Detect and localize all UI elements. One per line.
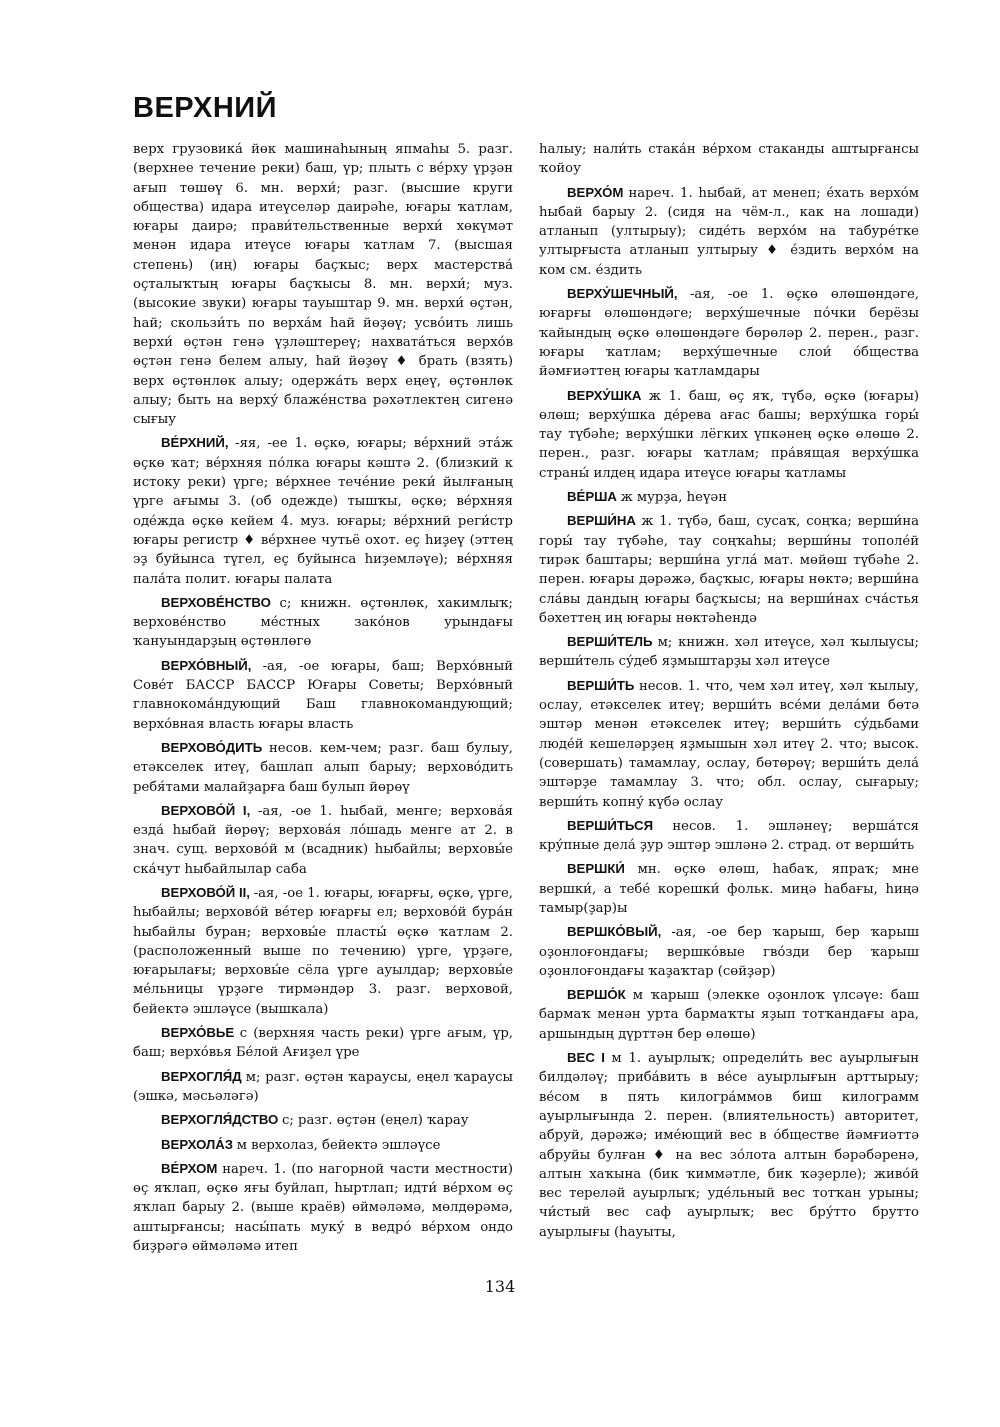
entry-continuation xyxy=(133,140,513,429)
right-column xyxy=(539,140,919,1246)
dictionary-entry xyxy=(133,1110,513,1130)
entry-headword: ВЕ́РША xyxy=(567,489,617,505)
entry-text: ж 1. баш, өҫ яҡ, түбә, өҫкө (юғары) өлөш; верху́шка де́рева ағас башы; верху́шка горы́ тау түбәһе; верху́шки лёгких үпкәнең өҫкө өлөшө 2. перен., разг. юғары ҡатлам; пра́вящая верху́шка страны́ илдең идара итеүсе юғары ҡатламы xyxy=(539,388,919,481)
dictionary-entry xyxy=(539,284,919,381)
entry-text: м 1. ауырлыҡ; определи́ть вес ауырлығын билдәләү; приба́вить в ве́се ауырлығын арттырыу; ве́сом в пять килогра́ммов биш килограмм ауырлығында 2. перен. (влиятельность) авторитет, абруй, дәрәжә; име́ющий вес в о́бществе йәмғиәттә абруйы булған ♦ на вес зо́лота алтын бәрәбәренә, алтын хаҡына (бик ҡиммәтле, бик ҡәҙерле); живо́й вес тереләй ауырлыҡ; уде́льный вес тотҡан урыны; чи́стый вес саф ауырлыҡ; вес бру́тто брутто ауырлығы (һауыты, xyxy=(539,1051,919,1240)
page-number: 134 xyxy=(484,1277,516,1296)
entry-headword: ВЕРХО́ВНЫЙ, xyxy=(161,657,252,673)
entry-continuation xyxy=(539,140,919,179)
dictionary-entry xyxy=(539,632,919,672)
entry-headword: ВЕРШКИ́ xyxy=(567,861,625,877)
entry-headword: ВЕРШИ́НА xyxy=(567,513,636,529)
dictionary-entry xyxy=(539,386,919,483)
entry-text: -ая, -ое бер ҡарыш, бер ҡарыш оҙонлоғондағы; вершко́вые гво́зди бер ҡарыш оҙонлоғондағы ҡаҙаҡтар (сөйҙәр) xyxy=(539,925,919,979)
entry-text: м; книжн. хәл итеүсе, хәл ҡылыусы; верши́тель су́деб яҙмыштарҙы хәл итеүсе xyxy=(539,635,919,670)
dictionary-entry xyxy=(133,1159,513,1256)
entry-text: ж мурҙа, һеүән xyxy=(620,490,728,506)
entry-headword: ВЕС I xyxy=(567,1050,605,1066)
running-head: ВЕРХНИЙ xyxy=(133,92,277,124)
entry-text: -ая, -ое 1. һыбай, менге; верхова́я езда́ һыбай йөрөү; верхова́я ло́шадь менге ат 2. в знач. сущ. верхово́й м (всадник) һыбайлы; верховы́е ска́чут һыбайлылар саба xyxy=(133,803,514,877)
entry-headword: ВЕРШИ́ТЕЛЬ xyxy=(567,634,653,650)
dictionary-entry xyxy=(539,985,919,1044)
entry-text: нареч. 1. һыбай, ат менеп; е́хать верхо́м һыбай барыу 2. (сидя на чём-л., как на лошади) атланып (ултырыу); сиде́ть верхо́м на табуре́тке ултырғыста атланып ултырыу ♦ е́здить верхо́м на ком см. е́здить xyxy=(539,185,919,278)
entry-text: несов. кем-чем; разг. баш булыу, етәкселек итеү, башлап алып барыу; верхово́дить ребя́тами малайҙарға баш булып йөрөү xyxy=(133,740,513,795)
dictionary-entry xyxy=(133,883,513,1019)
entry-headword: ВЕРХУ́ШКА xyxy=(567,387,642,403)
entry-text: м; разг. өҫтән ҡараусы, еңел ҡараусы (эшкә, мәсьәләгә) xyxy=(133,1069,513,1104)
entry-headword: ВЕРХУ́ШЕЧНЫЙ, xyxy=(567,286,678,302)
entry-text: с (верхняя часть реки) үрге ағым, үр, баш; верхо́вья Бе́лой Ағиҙел үре xyxy=(133,1026,513,1061)
entry-text: нареч. 1. (по нагорной части местности) өҫ яҡлап, өҫкө яғы буйлап, һыртлап; идти́ ве́рхом өҫ яҡлап барыу 2. (выше краёв) өймәләмә, мөлдөрәмә, аштырғансы; насы́пать муку́ в ведро́ ве́рхом ондо биҙрәгә өймәләмә итеп xyxy=(133,1161,514,1255)
entry-text: мн. өҫкө өлөш, һабаҡ, япраҡ; мне вершки́, а тебе́ корешки́ фольк. миңә һабағы, һиңә тамыр(ҙар)ы xyxy=(539,862,919,916)
entry-headword: ВЕ́РХНИЙ, xyxy=(161,435,229,451)
entry-headword: ВЕРХОВО́Й II, xyxy=(161,884,250,900)
entry-text: -ая, -ое 1. өҫкө өлөшөндәге, юғарғы өлөшөндәге; верху́шечные по́чки берёзы ҡайындың өҫкө өлөшөндәге бөрөләр 2. перен., разг. юғары ҡатлам; верху́шечные слои́ о́бщества йәмғиәттең юғары ҡатламдары xyxy=(539,287,919,380)
dictionary-entry xyxy=(539,183,919,280)
entry-headword: ВЕРХОЛА́З xyxy=(161,1136,234,1152)
entry-headword: ВЕРХО́ВЬЕ xyxy=(161,1025,235,1041)
entry-headword: ВЕРШО́К xyxy=(567,987,626,1003)
entry-text: с; книжн. өҫтөнлөк, хакимлыҡ; верхове́нство ме́стных зако́нов урындағы ҡануындарҙың өҫтөнлөгө xyxy=(133,595,513,650)
entry-headword: ВЕРШИ́ТЬ xyxy=(567,677,635,693)
entry-headword: ВЕРХОГЛЯ́ДСТВО xyxy=(161,1112,279,1128)
left-column xyxy=(133,140,513,1260)
entry-text: -ая, -ое 1. юғары, юғарғы, өҫкө, үрге, һыбайлы; верхово́й ве́тер юғарғы ел; верхово́й бура́н һыбайлы буран; верховы́е пласты́ өҫкө ҡатлам 2. (расположенный выше по течению) үрге, үрҙәге, юғарылағы; верховы́е сёла үрге ауылдар; верховы́е ме́льницы үрҙәге тирмәндәр 3. разг. верховой, бейектә эшләүсе (вышкала) xyxy=(133,885,513,1017)
entry-text: һалыу; нали́ть стака́н ве́рхом стаканды аштырғансы ҡойоу xyxy=(539,142,919,177)
entry-text: ж 1. түбә, баш, сусаҡ, соңҡа; верши́на горы́ тау түбәһе, тау соңҡаһы; верши́ны тополе́й тирәк баштары; верши́на угла́ мат. мөйөш түбәһе 2. перен. юғары дәрәжә, баҫҡыс, юғары нөктә; верши́на сла́вы дандың юғары баҫҡысы; на верши́нах сча́стья бәхеттең иң юғары нөктәһендә xyxy=(539,514,920,626)
dictionary-entry xyxy=(133,1135,513,1155)
dictionary-entry xyxy=(133,433,513,588)
entry-headword: ВЕРШКО́ВЫЙ, xyxy=(567,924,662,940)
entry-text: м верхолаз, бейектә эшләүсе xyxy=(236,1137,441,1153)
entry-text: м ҡарыш (элекке оҙонлоҡ үлсәүе: баш бармаҡ менән урта бармаҡты яҙып тотҡандағы ара, аршындың дүрттән бер өлөшө) xyxy=(539,988,919,1042)
entry-text: -ая, -ое юғары, баш; Верхо́вный Сове́т БАССР БАССР Юғары Советы; Верхо́вный главнокома́ндующий Баш главнокомандующий; верхо́вная власть юғары власть xyxy=(133,658,513,732)
dictionary-entry xyxy=(133,801,513,879)
entry-headword: ВЕРШИ́ТЬСЯ xyxy=(567,817,654,833)
dictionary-entry xyxy=(133,1023,513,1063)
entry-headword: ВЕРХО́М xyxy=(567,184,624,200)
dictionary-entry xyxy=(133,656,513,734)
entry-headword: ВЕРХОВЕ́НСТВО xyxy=(161,594,271,610)
entry-text: -яя, -ее 1. өҫкө, юғары; ве́рхний эта́ж өҫкө ҡат; ве́рхняя по́лка юғары кәштә 2. (близкий к истоку реки) үрге; ве́рхнее тече́ние реки́ йылғаның үрге ағымы 3. (об одежде) тышҡы, өҫкө; ве́рхняя оде́жда өҫкө кейем 4. муз. юғары; ве́рхний реги́стр юғары регистр ♦ ве́рхнее чутьё охот. еҫ һиҙеү (эттең эҙ буйынса түгел, еҫ буйынса һиҙемләүе); ве́рхняя пала́та полит. юғары палата xyxy=(133,436,513,587)
dictionary-entry xyxy=(133,1067,513,1107)
dictionary-entry xyxy=(539,922,919,981)
dictionary-entry xyxy=(539,1048,919,1242)
entry-headword: ВЕ́РХОМ xyxy=(161,1160,218,1176)
entry-headword: ВЕРХОВО́ДИТЬ xyxy=(161,739,263,755)
entry-text: несов. 1. что, чем хәл итеү, хәл ҡылыу, ослау, етәкселек итеү; верши́ть все́ми дела́ми бөтә эштәр менән етәкселек итеү; верши́ть су́дьбами люде́й кешеләрҙең яҙмышын хәл итеү 2. что; высок. (совершать) тамамлау, ослау, бөтөрөү; верши́ть дела́ эштәрҙе тамамлау 3. что; обл. ослау, сығарыу; верши́ть копну́ күбә ослау xyxy=(539,678,919,810)
entry-headword: ВЕРХОВО́Й I, xyxy=(161,802,251,818)
dictionary-entry xyxy=(539,676,919,812)
dictionary-entry xyxy=(539,816,919,856)
dictionary-entry xyxy=(539,859,919,918)
entry-text: несов. 1. эшләнеү; верша́тся кру́пные дела́ ҙур эштәр эшләнә 2. страд. от верши́ть xyxy=(539,818,919,854)
entry-text: с; разг. өҫтән (еңел) ҡарау xyxy=(281,1113,469,1129)
dictionary-entry xyxy=(539,511,919,628)
entry-text: верх грузовика́ йөк машинаһының япмаһы 5. разг. (верхнее течение реки) баш, үр; плыть с ве́рху үрҙән ағып төшөү 6. мн. верхи́; разг. (высшие круги общества) идара итеүселәр даирәһе, юғары ҡатлам, юғары даирә; прави́тельственные верхи́ хөкүмәт менән идара итеүсе юғары ҡатлам 7. (высшая степень) (иң) юғары баҫҡыс; верх мастерства́ оҫталыҡтың юғары баҫҡысы 8. мн. верхи́; муз. (высокие звуки) юғары тауыштар 9. мн. верхи́ өҫтән, һай; скользи́ть по верха́м һай йөҙөү; усво́ить лишь верхи́ өҫтән генә үҙләштереү; нахвата́ться верхо́в өҫтән генә белем алыу, һай йөҙөү ♦ брать (взять) верх өҫтөнлөк алыу; одержа́ть верх еңеү, өҫтөнлөк алыу; быть на верху́ блаже́нства рәхәтлектең сигенә сығыу xyxy=(133,142,513,428)
dictionary-entry xyxy=(539,487,919,507)
dictionary-entry xyxy=(133,593,513,652)
dictionary-entry xyxy=(133,738,513,797)
entry-headword: ВЕРХОГЛЯ́Д xyxy=(161,1068,242,1084)
